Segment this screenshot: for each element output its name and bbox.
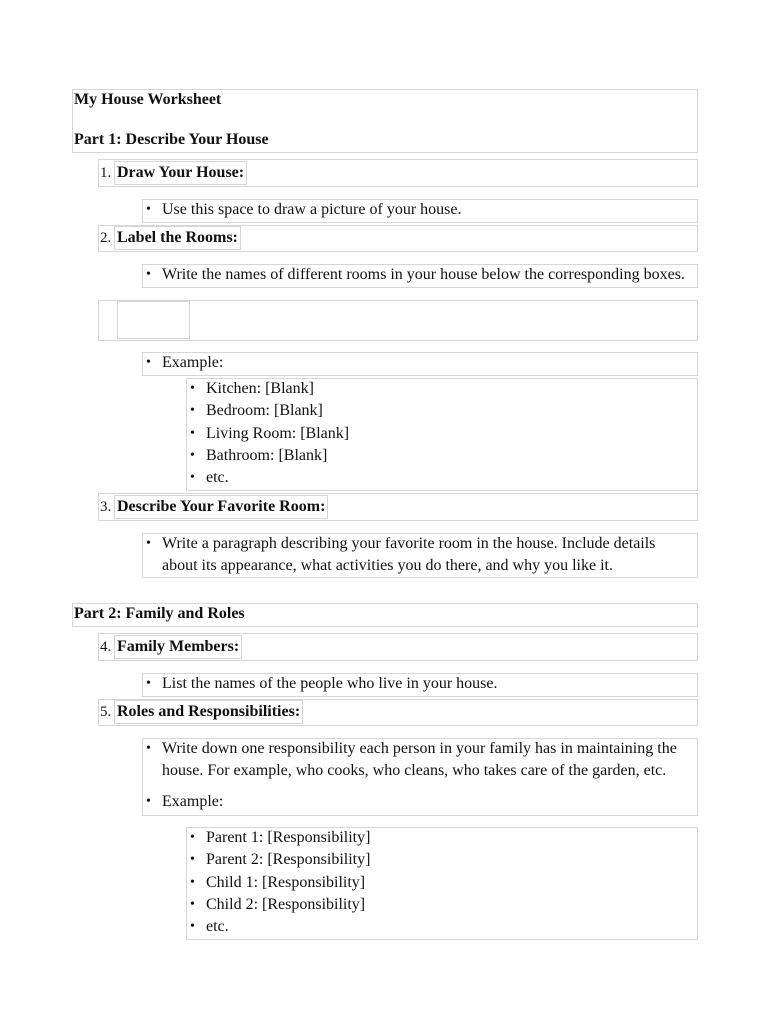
list-item: etc. [206,918,229,935]
item4-number: 4. [100,639,112,655]
item2-label: Label the Rooms: [114,226,241,250]
list-item-dot: • [190,830,195,845]
list-item-dot: • [190,875,195,890]
list-item-dot: • [190,448,195,463]
list-item-dot: • [190,897,195,912]
item3-bullet-text: Write a paragraph describing your favorite room in the house. Include details about its appearance, what activities you do there, and why you like it. [162,535,656,574]
item5-number: 5. [100,704,112,720]
item2-example-dot: • [146,355,151,370]
item2-example-box [142,352,698,376]
item3-bullet-dot: • [146,536,151,551]
room-box[interactable] [117,301,190,339]
item2-bullet-text: Write the names of different rooms in your house below the corresponding boxes. [162,266,685,283]
item4-bullet-dot: • [146,676,151,691]
part2-heading: Part 2: Family and Roles [74,605,245,622]
list-item: Child 1: [Responsibility] [206,874,366,891]
item2-number: 2. [100,230,112,246]
item4-bullet-text: List the names of the people who live in your house. [162,675,498,692]
list-item: Parent 2: [Responsibility] [206,851,371,868]
list-item: Parent 1: [Responsibility] [206,829,371,846]
item3-label: Describe Your Favorite Room: [114,495,328,519]
item1-bullet-text: Use this space to draw a picture of your house. [162,201,462,218]
list-item-dot: • [190,919,195,934]
item1-number: 1. [100,165,112,181]
list-item: Bathroom: [Blank] [206,447,328,464]
list-item-dot: • [190,852,195,867]
item1-bullet-dot: • [146,202,151,217]
list-item-dot: • [190,381,195,396]
list-item-dot: • [190,470,195,485]
list-item: Kitchen: [Blank] [206,380,314,397]
item5-example-label: Example: [162,793,224,810]
item5-label: Roles and Responsibilities: [114,700,303,724]
page-title: My House Worksheet [74,91,222,108]
item2-bullet-dot: • [146,267,151,282]
item5-example-dot: • [146,794,151,809]
item3-number: 3. [100,499,112,515]
item5-bullet-dot: • [146,741,151,756]
item2-example-label: Example: [162,354,224,371]
list-item: etc. [206,469,229,486]
item5-bullet-text: Write down one responsibility each person in your family has in maintaining the house. For example, who cooks, who cleans, who takes care of the garden, etc. [162,740,677,779]
list-item-dot: • [190,426,195,441]
item1-label: Draw Your House: [114,161,247,185]
part1-heading: Part 1: Describe Your House [74,131,269,148]
list-item: Bedroom: [Blank] [206,402,323,419]
list-item-dot: • [190,403,195,418]
list-item: Child 2: [Responsibility] [206,896,366,913]
list-item: Living Room: [Blank] [206,425,350,442]
item4-label: Family Members: [114,635,242,659]
